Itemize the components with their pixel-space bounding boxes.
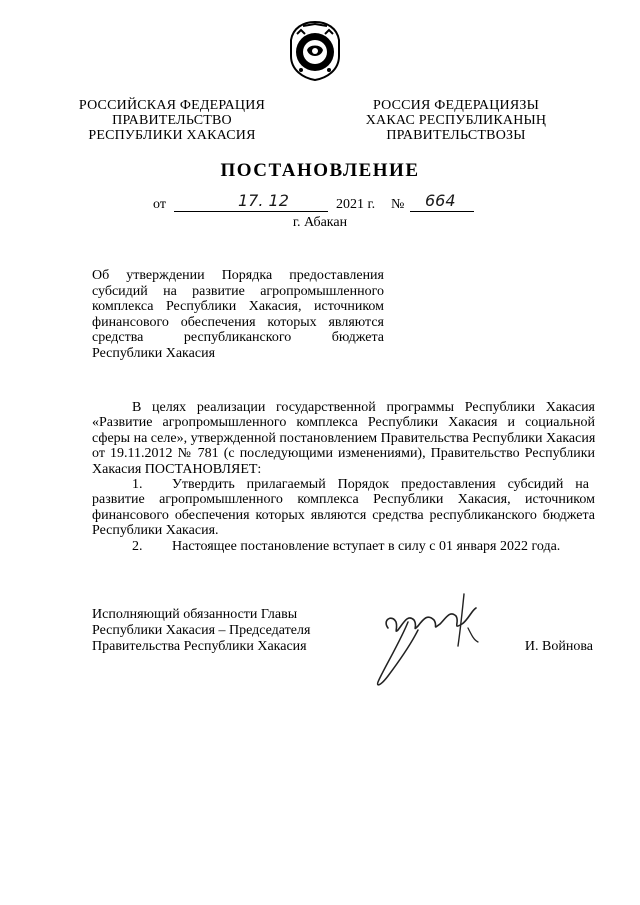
header-left	[72, 98, 272, 143]
body-line	[92, 477, 595, 492]
signatory-title-line: Правительства Республики Хакасия	[92, 639, 307, 654]
header-right-line: ПРАВИТЕЛЬСТВОЗЫ	[386, 128, 526, 143]
body-line: «Развитие агропромышленного комплекса Республики Хакасия и социальной	[92, 415, 595, 431]
item-number: 1.	[132, 477, 143, 493]
document-body	[92, 400, 595, 554]
document-subject	[92, 268, 384, 362]
document-title: ПОСТАНОВЛЕНИЕ	[220, 160, 420, 181]
subject-line: субсидий на развитие агропромышленного	[92, 283, 384, 299]
subject-line: комплекса Республики Хакасия, источником	[92, 299, 384, 315]
handwritten-signature-icon	[368, 580, 488, 690]
date-handwritten: 17. 12	[238, 191, 289, 210]
body-line: сферы на селе», утвержденной постановлением Правительства Республики Хакасия	[92, 430, 596, 446]
body-line: Хакасия ПОСТАНОВЛЯЕТ:	[92, 461, 262, 477]
body-line: финансового обеспечения которых являются средства республиканского бюджета	[92, 507, 595, 523]
body-line: Республики Хакасия.	[92, 523, 219, 539]
item-number: 2.	[132, 538, 143, 554]
body-line: В целях реализации государственной программы Республики Хакасия	[132, 400, 595, 415]
coat-of-arms-icon	[287, 20, 343, 82]
body-line	[92, 539, 595, 554]
subject-line: Об утверждении Порядка предоставления	[92, 268, 384, 283]
signatory-title	[92, 607, 332, 655]
number-handwritten: 664	[425, 191, 456, 210]
body-line: развитие агропромышленного комплекса Республики Хакасия, источником	[92, 492, 595, 508]
subject-line: Республики Хакасия	[92, 345, 216, 361]
body-line: от 19.11.2012 № 781 (с последующими изменениями), Правительство Республики	[92, 446, 595, 462]
signatory-name: И. Войнова	[524, 639, 593, 654]
subject-line: средства республиканского бюджета	[92, 330, 384, 346]
subject-line: финансового обеспечения которых являются	[92, 314, 384, 330]
item1-first-line: Утвердить прилагаемый Порядок предоставления субсидий на	[172, 477, 589, 493]
number-sign: №	[391, 197, 405, 212]
signatory-title-line: Исполняющий обязанности Главы	[92, 607, 298, 622]
city: г. Абакан	[292, 215, 348, 230]
date-prefix: от	[153, 197, 166, 212]
signatory-title-line: Республики Хакасия – Председателя	[92, 623, 311, 638]
date-year: 2021 г.	[336, 197, 376, 212]
header-right-line: ХАКАС РЕСПУБЛИКАНЫҢ	[365, 113, 547, 128]
header-left-line: РОССИЙСКАЯ ФЕДЕРАЦИЯ	[78, 98, 266, 113]
header-right	[356, 98, 556, 143]
header-left-line: ПРАВИТЕЛЬСТВО	[112, 113, 232, 128]
header-right-line: РОССИЯ ФЕДЕРАЦИЯЗЫ	[372, 98, 540, 113]
header-left-line: РЕСПУБЛИКИ ХАКАСИЯ	[88, 128, 256, 143]
item2-text: Настоящее постановление вступает в силу с 01 января 2022 года.	[172, 538, 561, 554]
